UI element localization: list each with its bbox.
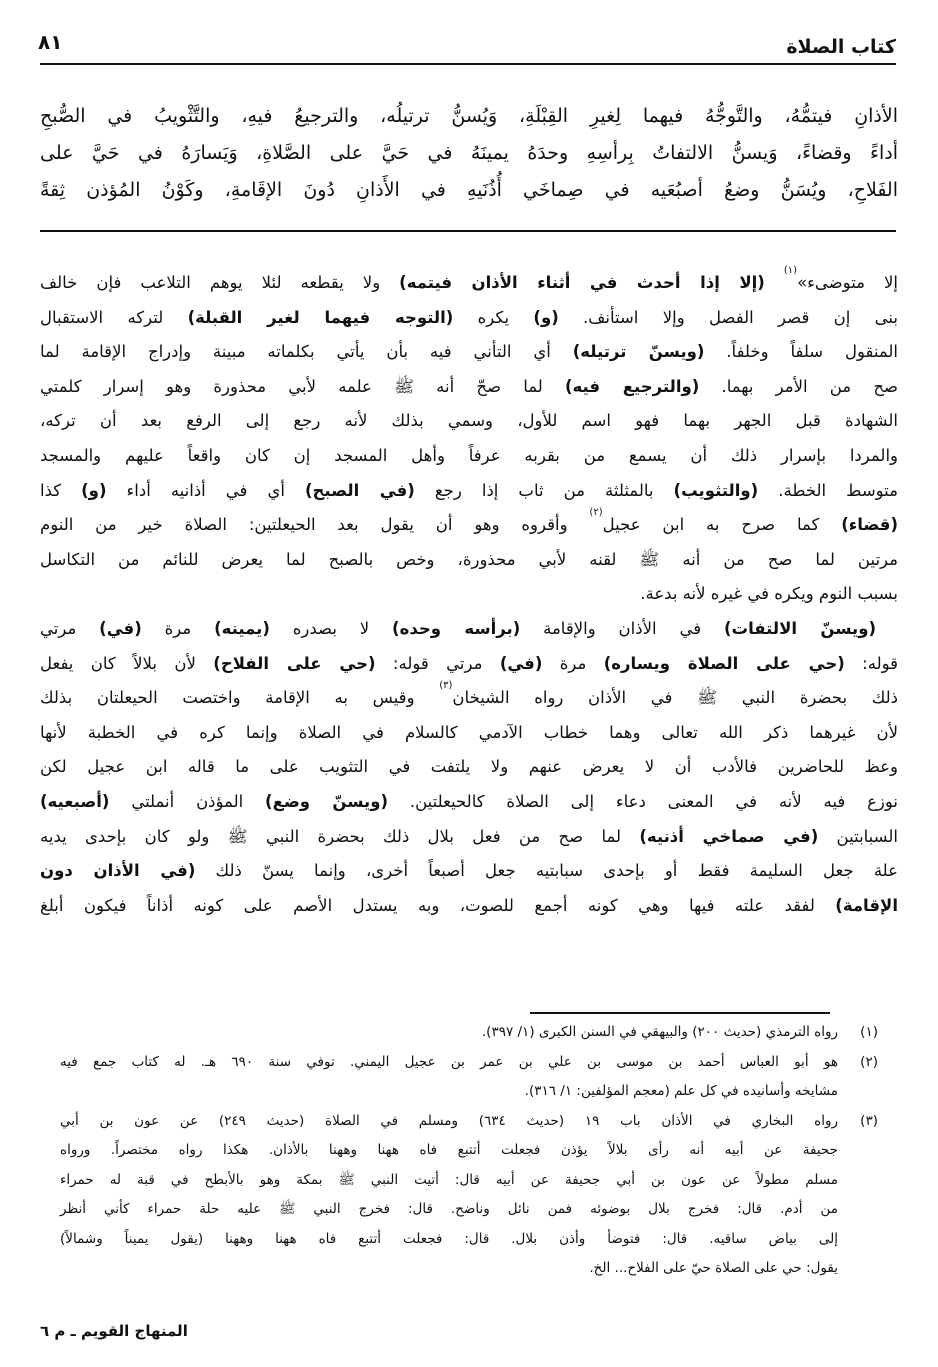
footnote-line: مسلم مطولاً عن عون بن أبي جحيفة عن أبيه قال: أتيت النبي ﷺ بمكة وهو بالأبطح في قبة له حمراء	[60, 1171, 838, 1188]
footnote-line: جحيفة عن أبيه أنه رأى بلالاً يؤذن فجعلت أتتبع فاه ههنا وههنا بالأذان. هكذا رواه مختصراً. ورواه	[60, 1142, 838, 1158]
commentary-line	[40, 716, 898, 751]
text-run: لفقد علته فيها وهي كونه أجمع للصوت، وبه يستدل الأصم على كونه أذاناً فيكون أبلغ	[40, 895, 836, 915]
commentary-line	[40, 681, 898, 716]
matn-line: أداءً وقضاءً، وَيسنُّ الالتفاتُ بِرأسِهِ وحدَهُ يمينَهُ في حَيَّ على الصَّلاةِ، وَيَسارَهُ في حَيَّ على	[40, 142, 898, 164]
footer-signature: المنهاج القويم ـ م ٦	[40, 1322, 188, 1340]
text-run: لتركه الاستقبال	[40, 307, 188, 327]
matn-line: الأذانِ فيتمُّهُ، والتَّوجُّهُ فيهما لِغيرِ القِبْلَةِ، وَيُسنُّ ترتيلُه، والترجيعُ فيهِ، والتَّثْويبُ في الصُّبحِ	[40, 105, 898, 127]
bold-matn-quote: (و)	[533, 307, 559, 327]
footnote-line: هو أبو العباس أحمد بن موسى بن علي بن عمر بن عجيل اليمني. توفي سنة ٦٩٠ هـ. له كتاب جمع فيه	[60, 1053, 838, 1070]
bold-matn-quote: (ويسنّ الالتفات)	[723, 618, 877, 638]
footnote-line: مشايخه وأسانيده في كل علم (معجم المؤلفين: ١/ ٣١٦).	[524, 1083, 838, 1099]
footnote	[60, 1048, 878, 1107]
text-run: مرة	[542, 653, 604, 673]
text-run: وقيس به الإقامة واختصت الحيعلتان بذلك	[40, 688, 440, 708]
commentary-line	[40, 612, 898, 647]
text-run	[765, 273, 784, 292]
bold-matn-quote: (يمينه)	[214, 618, 270, 638]
bold-matn-quote: (ويسنّ وضع)	[265, 791, 389, 811]
bold-matn-quote: (والتثويب)	[673, 480, 759, 500]
text-run: إلا متوضىء»	[797, 273, 899, 292]
footnote-line: إلى بياض ساقيه. قال: فتوضأ وأذن بلال. قال: فجعلت أتتبع فاه ههنا وههنا (يقول يميناً وشمالاً)	[60, 1230, 838, 1247]
text-run: المؤذن أنملتي	[109, 791, 266, 811]
header-rule	[40, 63, 896, 65]
commentary-line	[40, 335, 898, 370]
text-run: بسبب النوم ويكره في غيره لأنه بدعة.	[640, 584, 898, 604]
text-run: مرة	[141, 618, 215, 638]
text-run: قوله:	[844, 653, 899, 673]
bold-matn-quote: (والترجيع فيه)	[564, 376, 700, 396]
footnote-number: (١)	[860, 1024, 878, 1040]
text-run: لما صحّ أنه ﷺ علمه لأبي محذورة وهو إسرار كلمتي	[40, 376, 565, 396]
text-run: السبابتين	[818, 826, 898, 846]
commentary-line	[40, 577, 898, 612]
text-run: لأن غيرهما ذكر الله تعالى وهما خطاب الآدمي كالسلام في الصلاة وإنما كره في الخطبة لأنها	[40, 722, 898, 742]
bold-matn-quote: الإقامة)	[835, 895, 898, 915]
text-run: أي التأني فيه بأن يأتي بكلماته مبينة وإدراج الإقامة لما	[40, 342, 573, 362]
text-run: المنقول سلفاً وخلفاً.	[704, 342, 898, 362]
text-run: لما صح من فعل بلال ذلك بحضرة النبي ﷺ ولو كان بإحدى يديه	[40, 826, 640, 846]
page-number: ٨١	[38, 30, 63, 54]
commentary-line	[40, 647, 898, 682]
text-run: مرتي	[40, 618, 100, 638]
footnotes	[60, 1018, 878, 1284]
bold-matn-quote: (برأسه وحده)	[392, 618, 521, 638]
footnote-number: (٣)	[860, 1112, 878, 1129]
footnote-ref: (٢)	[589, 507, 603, 519]
bold-matn-quote: (في الصبح)	[305, 480, 415, 500]
text-run: نوزع فيه لأنه في المعنى دعاء إلى الصلاة كالحيعلتين.	[388, 791, 898, 811]
commentary-line	[40, 474, 898, 509]
footnote-line: رواه البخاري في الأذان باب ١٩ (حديث ٦٣٤) ومسلم في الصلاة (حديث ٢٤٩) عن عون بن أبي	[60, 1112, 838, 1129]
running-title: كتاب الصلاة	[786, 36, 896, 58]
bold-matn-quote: (قضاء)	[841, 515, 898, 535]
bold-matn-quote: (في الأذان دون	[40, 861, 196, 881]
footnote	[60, 1018, 878, 1048]
commentary-text	[40, 266, 898, 923]
text-run: وأقروه وهو أن يقول بعد الحيعلتين: الصلاة خير من النوم	[40, 515, 590, 535]
text-run: صح من الأمر بهما.	[699, 376, 898, 396]
text-run: بنى إن قصر الفصل وإلا استأنف.	[558, 307, 898, 327]
matn-divider	[40, 230, 896, 232]
text-run: كما صرح به ابن عجيل	[602, 515, 842, 535]
text-run: بالمثلثة من ثاب إذا رجع	[414, 480, 674, 500]
matn-text	[40, 98, 898, 209]
footnote-ref: (٣)	[439, 680, 453, 692]
commentary-line	[40, 404, 898, 439]
bold-matn-quote: (إلا إذا أحدث في أثناء الأذان فيتمه)	[399, 273, 765, 292]
bold-matn-quote: (و)	[81, 480, 107, 500]
text-run: لا بصدره	[269, 618, 393, 638]
text-run: علة جعل السليمة فقط أو بإحدى سبابتيه جعل أصبعاً أخرى، وإنما يسنّ ذلك	[195, 861, 898, 881]
footnote-ref: (١)	[783, 265, 798, 276]
commentary-line	[40, 508, 898, 543]
text-run: في الأذان والإقامة	[520, 618, 724, 638]
text-run: ولا يقطعه لئلا يوهم التلاعب فإن خالف	[40, 273, 400, 292]
bold-matn-quote: (حي على الصلاة ويساره)	[603, 653, 845, 673]
text-run: ذلك بحضرة النبي ﷺ في الأذان رواه الشيخان	[452, 688, 898, 708]
commentary-line	[40, 370, 898, 405]
commentary-line	[40, 750, 898, 785]
text-run: والمردا بإسرار ذلك أن يسمع من بقربه عرفاً وأهل المسجد إن كان واقعاً عليهم والمسجد	[40, 445, 898, 465]
footnote-line: من أدم. قال: فخرج بلال بوضوئه فمن نائل وناضح. قال: فخرج النبي ﷺ عليه حلة حمراء كأني أنظر	[60, 1201, 838, 1217]
commentary-line	[40, 785, 898, 820]
text-run: وعظ للحاضرين فالأدب أن لا يعرض عنهم ولا يلتفت في التثويب على ما قاله ابن عجيل لكن	[40, 757, 898, 777]
bold-matn-quote: (في)	[499, 653, 543, 673]
text-run: مرتي قوله:	[375, 653, 500, 673]
commentary-line	[40, 266, 898, 301]
commentary-line	[40, 543, 898, 578]
bold-matn-quote: (ويسنّ ترتيله)	[572, 342, 705, 362]
text-run: لأن بلالاً كان يفعل	[40, 653, 214, 673]
commentary-line	[40, 854, 898, 889]
footnote-number: (٢)	[860, 1053, 878, 1070]
matn-line: الفَلاحِ، ويُسَنُّ وضعُ أصبُعَيه في صِماخَي أُذُنَيهِ في الأَذانِ دُونَ الإقَامةِ، وكَوْنُ المُؤذن ثِقةً	[40, 179, 898, 201]
bold-matn-quote: (في صماخي أذنيه)	[639, 826, 819, 846]
footnote-rule	[530, 1012, 830, 1014]
footnote	[60, 1107, 878, 1284]
text-run: مرتين لما صح من أنه ﷺ لقنه لأبي محذورة، وخص بالصبح لما يعرض للنائم من التكاسل	[40, 549, 898, 569]
text-run: يكره	[453, 307, 534, 327]
commentary-line	[40, 439, 898, 474]
text-run: أي في أذانيه أداء	[106, 480, 305, 500]
bold-matn-quote: (التوجه فيهما لغير القبلة)	[187, 307, 454, 327]
footnote-line: رواه الترمذي (حديث ٢٠٠) والبيهقي في السنن الكبرى (١/ ٣٩٧).	[481, 1024, 838, 1040]
footnote-line: يقول: حي على الصلاة حيّ على الفلاح... الخ.	[589, 1260, 838, 1276]
commentary-line	[40, 889, 898, 924]
bold-matn-quote: (أصبعيه)	[40, 791, 110, 811]
text-run: الشهادة قبل الجهر بهما فهو اسم للأول، وسمي بذلك لأنه رجع إلى الرفع بعد أن تركه،	[40, 411, 898, 431]
text-run: متوسط الخطة.	[758, 480, 898, 500]
bold-matn-quote: (حي على الفلاح)	[213, 653, 376, 673]
text-run: كذا	[40, 480, 82, 500]
commentary-line	[40, 820, 898, 855]
bold-matn-quote: (في)	[99, 618, 142, 638]
commentary-line	[40, 301, 898, 336]
